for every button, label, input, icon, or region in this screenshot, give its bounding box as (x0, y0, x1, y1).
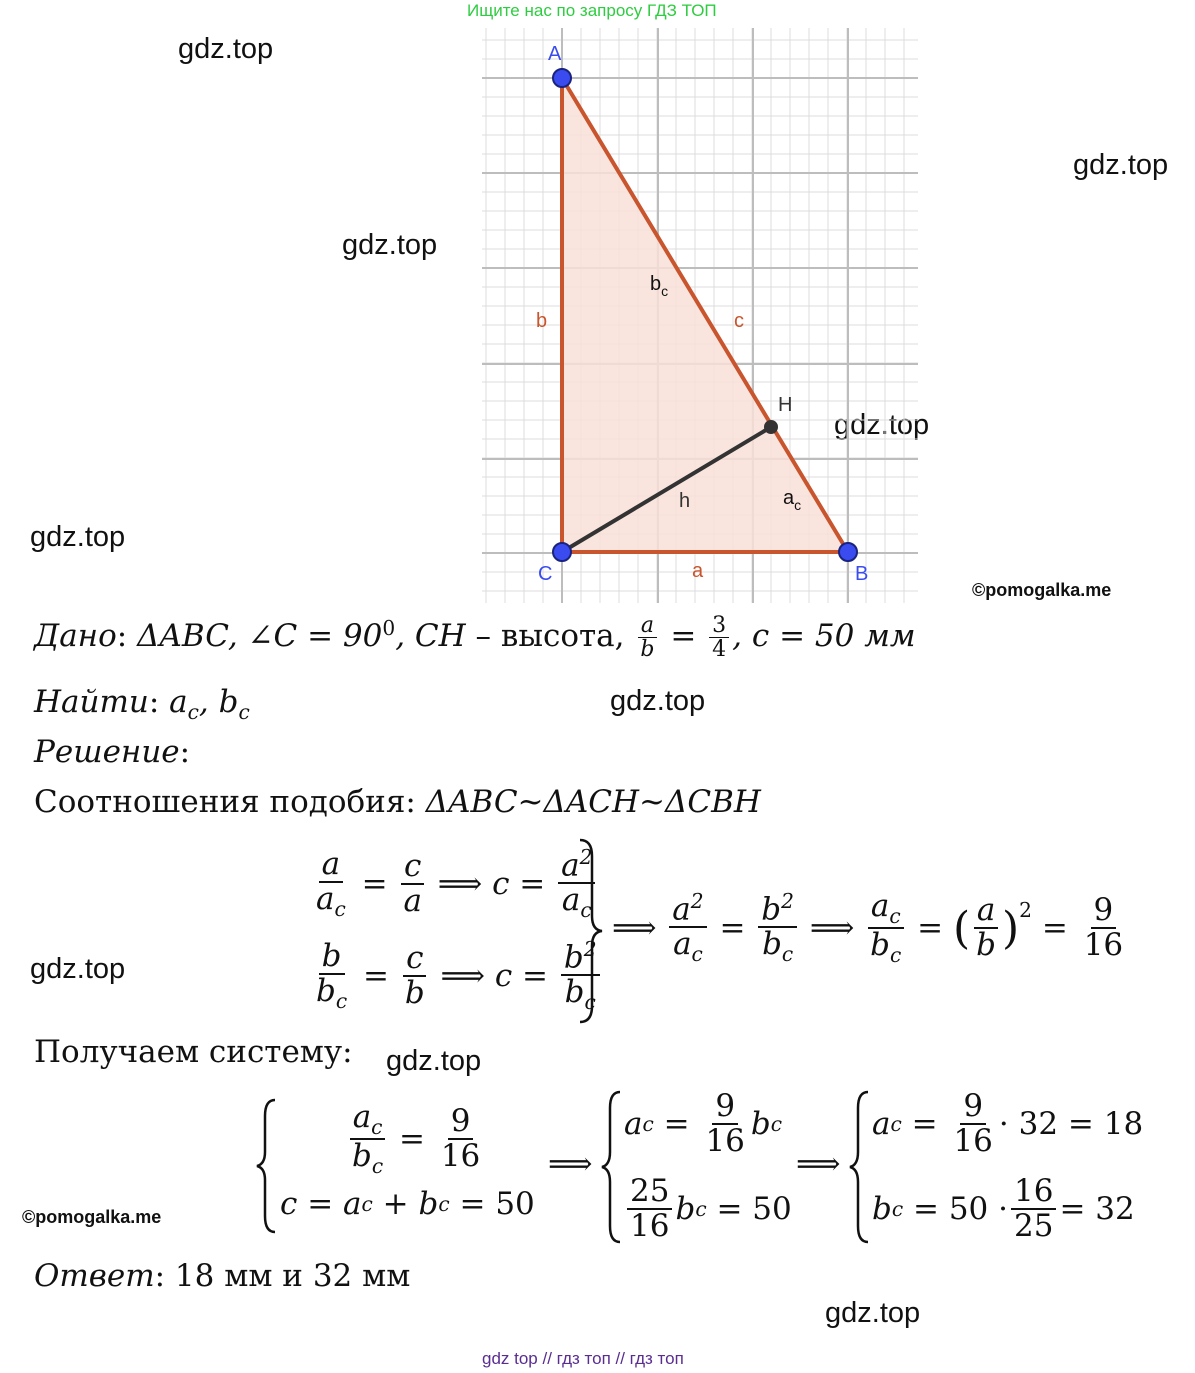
triangle-abc (562, 78, 848, 552)
ratio-a-b: $\frac{a}{b}$ (637, 614, 657, 661)
ratio-3-4: $\frac{3}{4}$ (709, 614, 729, 661)
credit-label: ©pomogalka.me (22, 1207, 162, 1227)
vertex-c (553, 543, 571, 561)
label-side-c: c (734, 310, 744, 332)
watermark: gdz.top (610, 685, 706, 717)
label-side-b: b (536, 310, 548, 332)
system-1: $\frac{a_c}{b_c}$ = $\frac{9}{16}$ c = a c + b c = 50 (280, 1098, 535, 1222)
left-brace-2 (600, 1088, 624, 1246)
watermark: gdz.top (834, 409, 930, 441)
find-line: Найти: $a_c$, $b_c$ (34, 684, 250, 725)
vertex-b (839, 543, 857, 561)
answer-label: Ответ (34, 1258, 155, 1294)
label-h: h (679, 490, 691, 512)
given-line: Дано: ΔABC, ∠C = $90^0$, CH – высота, $\frac{a}{b}$ = $\frac{3}{4}$ , c = 50 мм (34, 613, 916, 663)
similarity-line: Соотношения подобия: ΔABC~ΔACH~ΔCBH (34, 784, 761, 820)
watermark: gdz.top (825, 1297, 921, 1329)
solution-line: Решение: (34, 734, 191, 770)
top-banner: Ищите нас по запросу ГДЗ ТОП (467, 1, 717, 20)
system-2: a c = $\frac{9}{16}$ b c $\frac{25}{16}$ b c = 50 (624, 1088, 792, 1244)
triangle-figure (470, 28, 930, 608)
find-label: Найти (34, 684, 149, 720)
implies-2: ⟹ (796, 1146, 841, 1182)
point-h (764, 420, 778, 434)
solution-label: Решение (34, 734, 180, 770)
label-b-point: B (855, 563, 869, 585)
label-ac: $a_c$ (783, 487, 802, 513)
label-side-a: a (692, 560, 704, 582)
watermark: gdz.top (178, 33, 274, 65)
label-h-point: H (778, 394, 793, 416)
given-label: Дано (34, 618, 117, 655)
answer-line: Ответ: 18 мм и 32 мм (34, 1258, 411, 1294)
watermark: gdz.top (30, 521, 126, 553)
ratio-result: ⟹ $\frac{a^2}{a_c}$ = $\frac{b^2}{b_c}$ ⟹ $\frac{a_c}{b_c}$ = ( $\frac{a}{b}$ ) $^2$ = $\frac{9}{16}$ (612, 887, 1124, 968)
watermark: gdz.top (30, 953, 126, 985)
watermark: gdz.top (386, 1045, 482, 1077)
footer-links[interactable]: gdz top // гдз топ // гдз топ (482, 1349, 684, 1368)
system-3: a c = $\frac{9}{16}$ · 32 = 18 b c = 50 · $\frac{16}{25}$ = 32 (872, 1088, 1144, 1244)
implies-1: ⟹ (548, 1146, 593, 1182)
left-brace-3 (848, 1088, 872, 1246)
watermark: gdz.top (342, 229, 438, 261)
credit-label: ©pomogalka.me (972, 580, 1112, 600)
vertex-a (553, 69, 571, 87)
left-brace-1 (255, 1096, 279, 1236)
watermark: gdz.top (1073, 149, 1169, 181)
right-brace-1 (576, 836, 606, 1026)
system-label: Получаем систему: (34, 1034, 353, 1070)
label-a-point: A (548, 43, 562, 65)
label-c-point: C (538, 563, 553, 585)
similarity-derivation: $\frac{a}{a_c}$ = $\frac{c}{a}$ ⟹ c = $\frac{a^2}{a_c}$ $\frac{b}{b_c}$ = $\frac{c}{b}$ ⟹ c = $\frac{b^2}{b_c}$ (310, 838, 603, 1022)
label-bc: $b_c$ (650, 273, 669, 299)
